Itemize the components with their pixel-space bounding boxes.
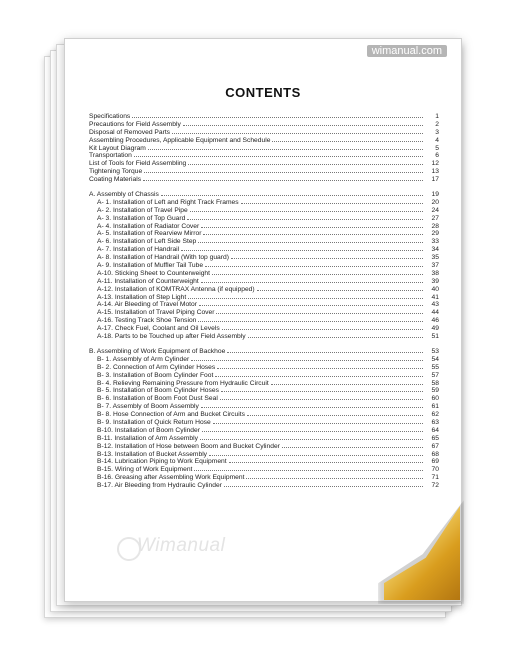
toc-entry-page: 5: [435, 144, 439, 152]
toc-leader-dots: [202, 426, 423, 432]
toc-entry-label: B. Assembling of Work Equipment of Backhoe: [89, 347, 226, 355]
toc-entry[interactable]: [89, 410, 439, 418]
toc-entry-page: 49: [431, 325, 439, 333]
toc-leader-dots: [198, 316, 423, 322]
toc-entry-label: Coating Materials: [89, 176, 142, 184]
toc-entry-page: 65: [431, 434, 439, 442]
page-title: CONTENTS: [225, 85, 301, 100]
toc-entry-page: 28: [431, 222, 439, 230]
toc-entry[interactable]: [89, 112, 439, 120]
toc-leader-dots: [231, 253, 423, 259]
toc-entry-page: 64: [431, 426, 439, 434]
toc-entry-page: 35: [431, 254, 439, 262]
toc-entry-label: B-16. Greasing after Assembling Work Equipment: [97, 474, 245, 482]
toc-leader-dots: [209, 450, 423, 456]
toc-entry-label: A-14. Air Bleeding of Travel Motor: [97, 301, 197, 309]
toc-entry-page: 1: [435, 113, 439, 120]
toc-entry-label: B-15. Wiring of Work Equipment: [97, 466, 193, 474]
toc-entry-label: List of Tools for Field Assembling: [89, 160, 187, 168]
toc-leader-dots: [227, 347, 423, 353]
toc-entry-page: 43: [431, 301, 439, 309]
toc-entry-label: B-13. Installation of Bucket Assembly: [97, 450, 208, 458]
toc-entry-page: 29: [431, 230, 439, 238]
toc-entry-label: Specifications: [89, 113, 131, 120]
toc-entry-page: 44: [431, 309, 439, 317]
toc-entry[interactable]: [89, 136, 439, 144]
toc-leader-dots: [217, 363, 423, 369]
toc-entry-label: B-11. Installation of Arm Assembly: [97, 434, 198, 442]
toc-entry-page: 54: [431, 355, 439, 363]
toc-entry[interactable]: [89, 332, 439, 340]
toc-entry-label: Precautions for Field Assembly: [89, 120, 181, 128]
toc-entry-page: 33: [431, 238, 439, 246]
toc-entry-page: 6: [435, 152, 439, 160]
toc-leader-dots: [271, 379, 423, 385]
toc-entry-label: B- 8. Hose Connection of Arm and Bucket Circuits: [97, 411, 245, 419]
toc-entry-page: 63: [431, 418, 439, 426]
toc-entry-page: 3: [435, 128, 439, 136]
toc-entry-page: 24: [431, 206, 439, 214]
toc-entry[interactable]: [89, 261, 439, 269]
toc-entry-label: A- 9. Installation of Muffler Tail Tube: [97, 262, 204, 270]
toc-entry[interactable]: [89, 402, 439, 410]
toc-entry-label: A- 1. Installation of Left and Right Track Frames: [97, 198, 239, 206]
toc-entry-label: B- 5. Installation of Boom Cylinder Hoses: [97, 387, 219, 395]
toc-entry[interactable]: [89, 324, 439, 332]
toc-leader-dots: [199, 300, 423, 306]
toc-leader-dots: [134, 151, 423, 157]
toc-entry[interactable]: [89, 394, 439, 402]
toc-entry-label: Assembling Procedures, Applicable Equipment and Schedule: [89, 136, 271, 144]
toc-leader-dots: [161, 190, 423, 196]
toc-entry[interactable]: [89, 418, 439, 426]
toc-leader-dots: [212, 269, 423, 275]
toc-entry-page: 41: [431, 293, 439, 301]
toc-entry-label: B- 3. Installation of Boom Cylinder Foot: [97, 371, 214, 379]
toc-entry-page: 40: [431, 285, 439, 293]
toc-entry-label: A-15. Installation of Travel Piping Cover: [97, 309, 215, 317]
toc-entry-label: Tightening Torque: [89, 168, 143, 176]
toc-entry-label: B- 9. Installation of Quick Return Hose: [97, 418, 211, 426]
toc-entry-page: 72: [431, 482, 439, 490]
toc-leader-dots: [282, 442, 423, 448]
document-page: [64, 38, 462, 602]
toc-entry-page: 38: [431, 269, 439, 277]
toc-entry-page: 51: [431, 333, 439, 341]
toc-entry-label: A- 8. Installation of Handrail (With top guard): [97, 254, 229, 262]
toc-leader-dots: [194, 465, 423, 471]
toc-entry-label: A- 5. Installation of Rearview Mirror: [97, 230, 202, 238]
toc-entry-label: A-12. Installation of KOMTRAX Antenna (if equipped): [97, 285, 255, 293]
toc-entry[interactable]: [89, 214, 439, 222]
toc-entry-page: 71: [431, 474, 439, 482]
toc-entry-label: A- 2. Installation of Travel Pipe: [97, 206, 188, 214]
toc-entry[interactable]: [89, 222, 439, 230]
toc-entry[interactable]: [89, 293, 439, 301]
toc-entry-page: 53: [431, 347, 439, 355]
toc-entry[interactable]: [89, 379, 439, 387]
toc-entry-page: 2: [435, 120, 439, 128]
toc-leader-dots: [205, 261, 423, 267]
toc-leader-dots: [246, 473, 423, 479]
toc-entry[interactable]: [89, 206, 439, 214]
toc-leader-dots: [132, 112, 423, 118]
toc-entry[interactable]: [89, 457, 439, 465]
toc-entry-page: 59: [431, 387, 439, 395]
toc-entry-page: 37: [431, 262, 439, 270]
toc-entry-page: 69: [431, 458, 439, 466]
toc-entry-label: A-11. Installation of Counterweight: [97, 277, 199, 285]
toc-entry-page: 62: [431, 411, 439, 419]
toc-entry-page: 58: [431, 379, 439, 387]
toc-entry[interactable]: [89, 481, 439, 489]
toc-entry-page: 60: [431, 395, 439, 403]
toc-section-gap: [89, 183, 439, 190]
toc-leader-dots: [144, 167, 423, 173]
toc-leader-dots: [198, 237, 423, 243]
toc-leader-dots: [215, 371, 423, 377]
toc-entry-page: 17: [431, 176, 439, 184]
toc-leader-dots: [143, 175, 423, 181]
toc-section-heading[interactable]: [89, 347, 439, 355]
toc-leader-dots: [188, 159, 423, 165]
toc-entry-page: 46: [431, 317, 439, 325]
toc-section-heading[interactable]: [89, 190, 439, 198]
toc-entry[interactable]: [89, 371, 439, 379]
toc-leader-dots: [201, 277, 423, 283]
toc-entry[interactable]: [89, 277, 439, 285]
toc-leader-dots: [213, 418, 423, 424]
toc-entry-label: B- 7. Assembly of Boom Assembly: [97, 403, 199, 411]
watermark: wimanual.com: [367, 45, 447, 57]
watermark-logo: Wimanual: [137, 535, 226, 556]
toc-entry-label: B- 4. Relieving Remaining Pressure from Hydraulic Circuit: [97, 379, 269, 387]
toc-entry-page: 19: [431, 191, 439, 199]
toc-entry-page: 61: [431, 403, 439, 411]
toc-entry-label: A-13. Installation of Step Light: [97, 293, 187, 301]
toc-entry-label: A- 7. Installation of Handrail: [97, 246, 180, 254]
toc-leader-dots: [224, 481, 423, 487]
toc-leader-dots: [148, 144, 423, 150]
toc-entry-label: B-10. Installation of Boom Cylinder: [97, 426, 200, 434]
toc-entry-page: 55: [431, 363, 439, 371]
toc-section-gap: [89, 340, 439, 347]
toc-entry[interactable]: [89, 285, 439, 293]
toc-entry[interactable]: [89, 442, 439, 450]
toc-leader-dots: [241, 198, 423, 204]
toc-entry[interactable]: [89, 151, 439, 159]
toc-leader-dots: [188, 293, 423, 299]
toc-entry-page: 67: [431, 442, 439, 450]
toc-leader-dots: [257, 285, 423, 291]
toc-entry-label: Transportation: [89, 152, 132, 160]
toc-entry-label: A-18. Parts to be Touched up after Field Assembly: [97, 333, 246, 341]
toc-entry-page: 4: [435, 136, 439, 144]
toc-entry-label: B-14. Lubrication Piping to Work Equipment: [97, 458, 227, 466]
toc-entry[interactable]: [89, 316, 439, 324]
toc-entry-page: 57: [431, 371, 439, 379]
toc-entry-page: 34: [431, 246, 439, 254]
toc-entry-label: A- 3. Installation of Top Guard: [97, 214, 186, 222]
toc-entry-page: 68: [431, 450, 439, 458]
toc-entry[interactable]: [89, 175, 439, 183]
toc-leader-dots: [220, 394, 423, 400]
toc-entry-page: 12: [431, 160, 439, 168]
toc-leader-dots: [222, 324, 423, 330]
toc-entry-label: B- 6. Installation of Boom Foot Dust Seal: [97, 395, 218, 403]
toc-entry-page: 27: [431, 214, 439, 222]
toc-entry-label: A-16. Testing Track Shoe Tension: [97, 317, 197, 325]
toc-entry-label: A- 6. Installation of Left Side Step: [97, 238, 197, 246]
toc-entry[interactable]: [89, 245, 439, 253]
toc-leader-dots: [272, 136, 423, 142]
toc-entry[interactable]: [89, 237, 439, 245]
toc-entry-page: 20: [431, 198, 439, 206]
toc-leader-dots: [191, 355, 423, 361]
toc-leader-dots: [229, 457, 423, 463]
table-of-contents: [89, 112, 439, 489]
toc-entry[interactable]: [89, 363, 439, 371]
toc-leader-dots: [190, 206, 423, 212]
toc-entry-label: Kit Layout Diagram: [89, 144, 146, 152]
toc-entry[interactable]: [89, 253, 439, 261]
toc-entry[interactable]: [89, 120, 439, 128]
toc-entry[interactable]: [89, 159, 439, 167]
toc-entry[interactable]: [89, 465, 439, 473]
toc-leader-dots: [221, 386, 423, 392]
toc-entry-page: 70: [431, 466, 439, 474]
toc-entry-page: 39: [431, 277, 439, 285]
toc-entry-label: A. Assembly of Chassis: [89, 191, 159, 199]
toc-entry[interactable]: [89, 473, 439, 481]
toc-entry-label: B- 1. Assembly of Arm Cylinder: [97, 355, 190, 363]
toc-leader-dots: [203, 229, 423, 235]
toc-entry-label: Disposal of Removed Parts: [89, 128, 171, 136]
toc-entry[interactable]: [89, 434, 439, 442]
toc-entry[interactable]: [89, 450, 439, 458]
toc-entry-label: B-17. Air Bleeding from Hydraulic Cylinder: [97, 482, 222, 490]
toc-entry[interactable]: [89, 426, 439, 434]
toc-entry-label: A-17. Check Fuel, Coolant and Oil Levels: [97, 325, 220, 333]
toc-entry[interactable]: [89, 144, 439, 152]
toc-leader-dots: [183, 120, 423, 126]
toc-leader-dots: [216, 308, 423, 314]
toc-entry[interactable]: [89, 386, 439, 394]
toc-leader-dots: [201, 402, 423, 408]
toc-leader-dots: [248, 332, 423, 338]
toc-entry-label: A- 4. Installation of Radiator Cover: [97, 222, 200, 230]
toc-entry-label: B- 2. Connection of Arm Cylinder Hoses: [97, 363, 216, 371]
toc-entry[interactable]: [89, 269, 439, 277]
toc-entry[interactable]: [89, 128, 439, 136]
toc-leader-dots: [181, 245, 423, 251]
toc-entry[interactable]: [89, 308, 439, 316]
toc-entry-label: B-12. Installation of Hose between Boom and Bucket Cylinder: [97, 442, 280, 450]
toc-leader-dots: [247, 410, 423, 416]
toc-leader-dots: [201, 222, 423, 228]
toc-leader-dots: [200, 434, 423, 440]
toc-entry[interactable]: [89, 229, 439, 237]
toc-leader-dots: [172, 128, 423, 134]
toc-entry-label: A-10. Sticking Sheet to Counterweight: [97, 269, 211, 277]
toc-entry-page: 13: [431, 168, 439, 176]
toc-entry[interactable]: [89, 198, 439, 206]
toc-entry[interactable]: [89, 355, 439, 363]
toc-entry[interactable]: [89, 167, 439, 175]
toc-entry[interactable]: [89, 300, 439, 308]
toc-leader-dots: [187, 214, 423, 220]
